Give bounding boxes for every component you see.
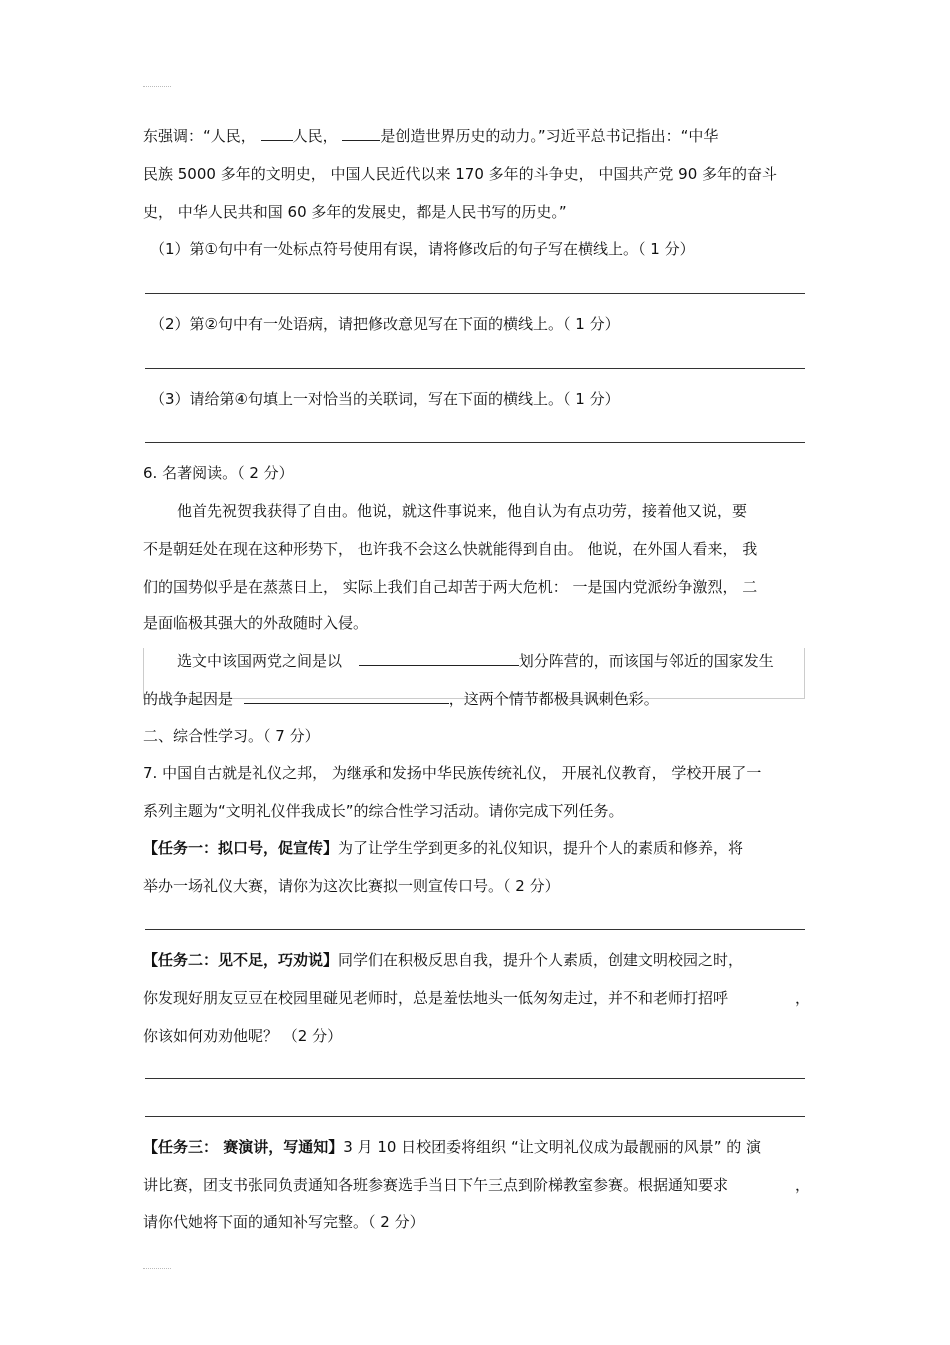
blank-1 bbox=[261, 126, 293, 141]
q6-fill-line-2: 的战争起因是 ，这两个情节都极具讽刺色彩。 bbox=[143, 690, 659, 708]
task-2-answer-line-2[interactable] bbox=[145, 1116, 805, 1117]
task-2-answer-line-1[interactable] bbox=[145, 1078, 805, 1079]
answer-line-2[interactable] bbox=[145, 368, 805, 369]
question-2: （2）第②句中有一处语病，请把修改意见写在下面的横线上。（ 1 分） bbox=[150, 315, 620, 333]
intro-line-3: 史， 中华人民共和国 60 多年的发展史，都是人民书写的历史。” bbox=[143, 203, 567, 221]
task-2-line-1: 【任务二：见不足，巧劝说】同学们在积极反思自我，提升个人素质，创建文明校园之时， bbox=[143, 951, 744, 969]
task-3-line-1: 【任务三： 赛演讲，写通知】3 月 10 日校团委将组织 “让文明礼仪成为最靓丽的风景” 的 演 bbox=[143, 1138, 762, 1156]
q7-line-1: 7. 中国自古就是礼仪之邦， 为继承和发扬中华民族传统礼仪， 开展礼仪教育， 学校开展了一 bbox=[143, 764, 762, 782]
top-corner-mark bbox=[143, 86, 171, 87]
task-1-line-1: 【任务一：拟口号，促宣传】为了让学生学到更多的礼仪知识，提升个人的素质和修养，将 bbox=[143, 839, 744, 857]
task-1-line-2: 举办一场礼仪大赛，请你为这次比赛拟一则宣传口号。（ 2 分） bbox=[143, 877, 560, 895]
q6-blank-2[interactable] bbox=[244, 689, 449, 704]
task-3-line-3: 请你代她将下面的通知补写完整。（ 2 分） bbox=[143, 1213, 425, 1231]
question-1: （1）第①句中有一处标点符号使用有误，请将修改后的句子写在横线上。（ 1 分） bbox=[150, 240, 695, 258]
q7-line-2: 系列主题为“文明礼仪伴我成长”的综合性学习活动。请你完成下列任务。 bbox=[143, 802, 624, 820]
question-3: （3）请给第④句填上一对恰当的关联词，写在下面的横线上。（ 1 分） bbox=[150, 390, 620, 408]
q6-passage-line-3: 们的国势似乎是在蒸蒸日上， 实际上我们自己却苦于两大危机： 一是国内党派纷争激烈， 二 bbox=[143, 578, 758, 596]
q6-blank-1[interactable] bbox=[359, 651, 519, 666]
q6-passage-line-1: 他首先祝贺我获得了自由。他说，就这件事说来，他自认为有点功劳，接着他又说，要 bbox=[177, 502, 748, 520]
blank-2 bbox=[342, 126, 380, 141]
answer-line-3[interactable] bbox=[145, 442, 805, 443]
bottom-corner-mark bbox=[143, 1268, 171, 1269]
task-1-answer-line[interactable] bbox=[145, 929, 805, 930]
section-2-heading: 二、综合性学习。（ 7 分） bbox=[143, 727, 320, 745]
task-2-line-2-end: ， bbox=[795, 989, 811, 1007]
q6-passage-line-4: 是面临极其强大的外敌随时入侵。 bbox=[143, 614, 369, 632]
intro-line-2: 民族 5000 多年的文明史， 中国人民近代以来 170 多年的斗争史， 中国共产党 90 多年的奋斗 bbox=[143, 165, 778, 183]
task-2-title: 【任务二：见不足，巧劝说】 bbox=[143, 951, 339, 969]
q6-passage-line-2: 不是朝廷处在现在这种形势下， 也许我不会这么快就能得到自由。 他说，在外国人看来， 我 bbox=[143, 540, 758, 558]
answer-line-1[interactable] bbox=[145, 293, 805, 294]
intro-line-1: 东强调：“人民， 人民， 是创造世界历史的动力。”习近平总书记指出：“中华 bbox=[143, 127, 719, 145]
task-3-line-2: 讲比赛，团支书张同负责通知各班参赛选手当日下午三点到阶梯教室参赛。根据通知要求 bbox=[143, 1176, 729, 1194]
q6-fill-line-1: 选文中该国两党之间是以 划分阵营的，而该国与邻近的国家发生 bbox=[177, 652, 774, 670]
task-3-title: 【任务三： 赛演讲，写通知】 bbox=[143, 1138, 344, 1156]
q6-title: 6. 名著阅读。（ 2 分） bbox=[143, 464, 294, 482]
task-1-title: 【任务一：拟口号，促宣传】 bbox=[143, 839, 339, 857]
task-2-line-2: 你发现好朋友豆豆在校园里碰见老师时，总是羞怯地头一低匆匆走过，并不和老师打招呼 bbox=[143, 989, 729, 1007]
task-2-line-3: 你该如何劝劝他呢？ （2 分） bbox=[143, 1027, 343, 1045]
task-3-line-2-end: ， bbox=[795, 1176, 811, 1194]
